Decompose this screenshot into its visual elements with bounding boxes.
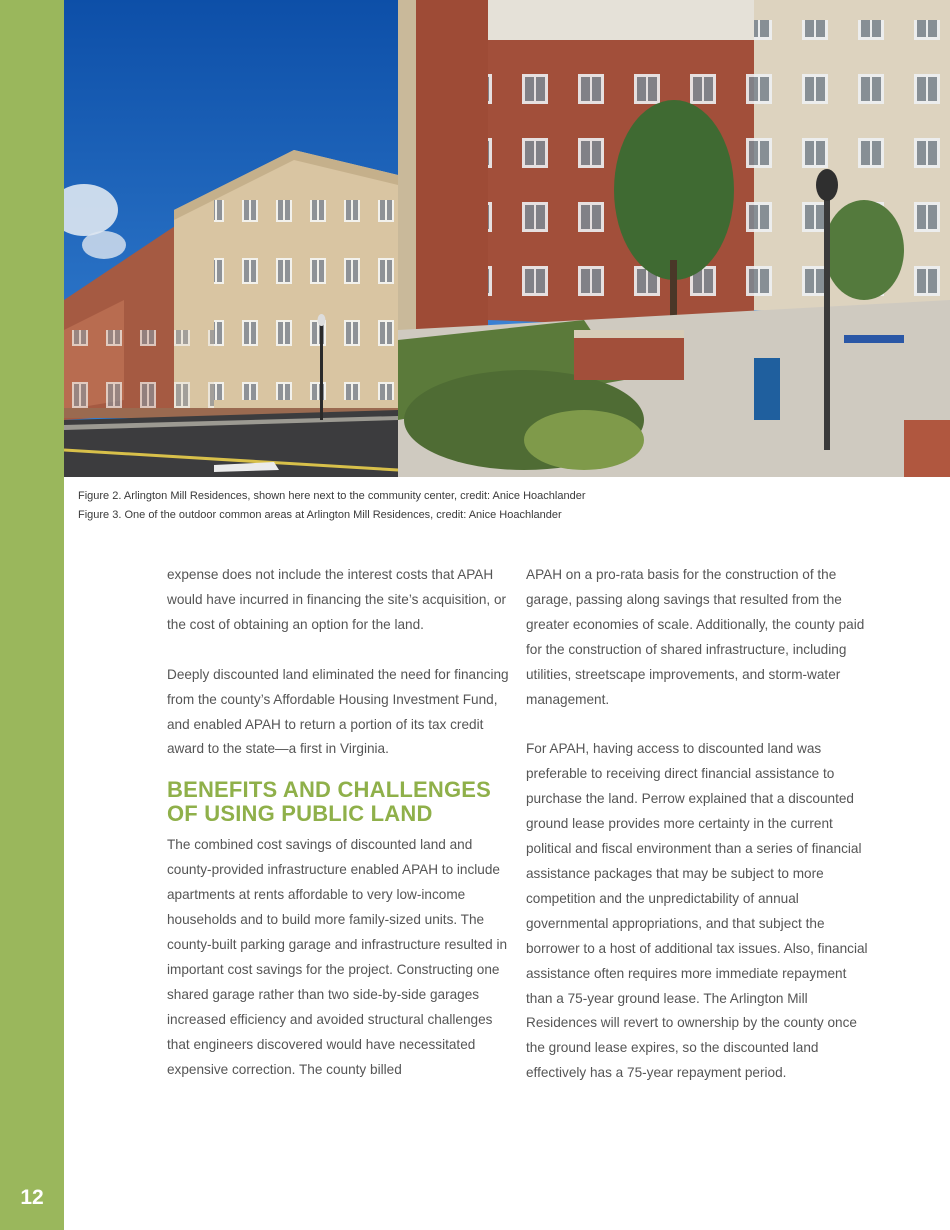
figure-photos (64, 0, 950, 477)
paragraph: The combined cost savings of discounted land and county-provided infrastructure enabled APAH to include apartments at rents affordable to very low-income households and to build more family-sized units. The county-built parking garage and infrastructure resulted in important cost savings for the project. Constructing one shared garage rather than two side-by-side garages increased efficiency and avoided structural challenges that engineers discovered would have necessitated expensive correction. The county billed (167, 837, 508, 1077)
left-photo (64, 0, 398, 477)
paragraph: For APAH, having access to discounted land was preferable to receiving direct financial assistance to purchase the land. Perrow explained that a discounted ground lease provides more certainty in the current political and fiscal environment than a series of financial assistance packages that may be subject to more competition and the unpredictability of annual governmental appropriations, and that subject the borrower to a host of additional tax issues. Also, financial assistance often requires more immediate repayment than a 75-year ground lease. The Arlington Mill Residences will revert to ownership by the county once the ground lease expires, so the discounted land effectively has a 75-year repayment period. (526, 741, 868, 1081)
caption-figure-2: Figure 2. Arlington Mill Residences, shown here next to the community center, credit: Anice Hoachlander (78, 490, 586, 502)
right-photo (398, 0, 950, 477)
paragraph: expense does not include the interest costs that APAH would have incurred in financing the site’s acquisition, or the cost of obtaining an option for the land. (167, 567, 507, 632)
page-number: 12 (20, 1186, 44, 1209)
page-sidebar (0, 0, 64, 1230)
paragraph: Deeply discounted land eliminated the need for financing from the county’s Affordable Housing Investment Fund, and enabled APAH to return a portion of its tax credit award to the state—a first in Virginia. (167, 666, 509, 757)
paragraph: APAH on a pro-rata basis for the construction of the garage, passing along savings that resulted from the greater economies of scale. Additionally, the county paid for the construction of shared infrastructure, including utilities, streetscape improvements, and storm-water management. (526, 567, 865, 707)
section-heading: BENEFITS AND CHALLENGES OF USING PUBLIC LAND (167, 777, 492, 827)
left-column (167, 563, 513, 1082)
right-column (526, 563, 871, 1086)
figure-captions (78, 487, 938, 525)
caption-figure-3: Figure 3. One of the outdoor common areas at Arlington Mill Residences, credit: Anice Hoachlander (78, 509, 562, 521)
